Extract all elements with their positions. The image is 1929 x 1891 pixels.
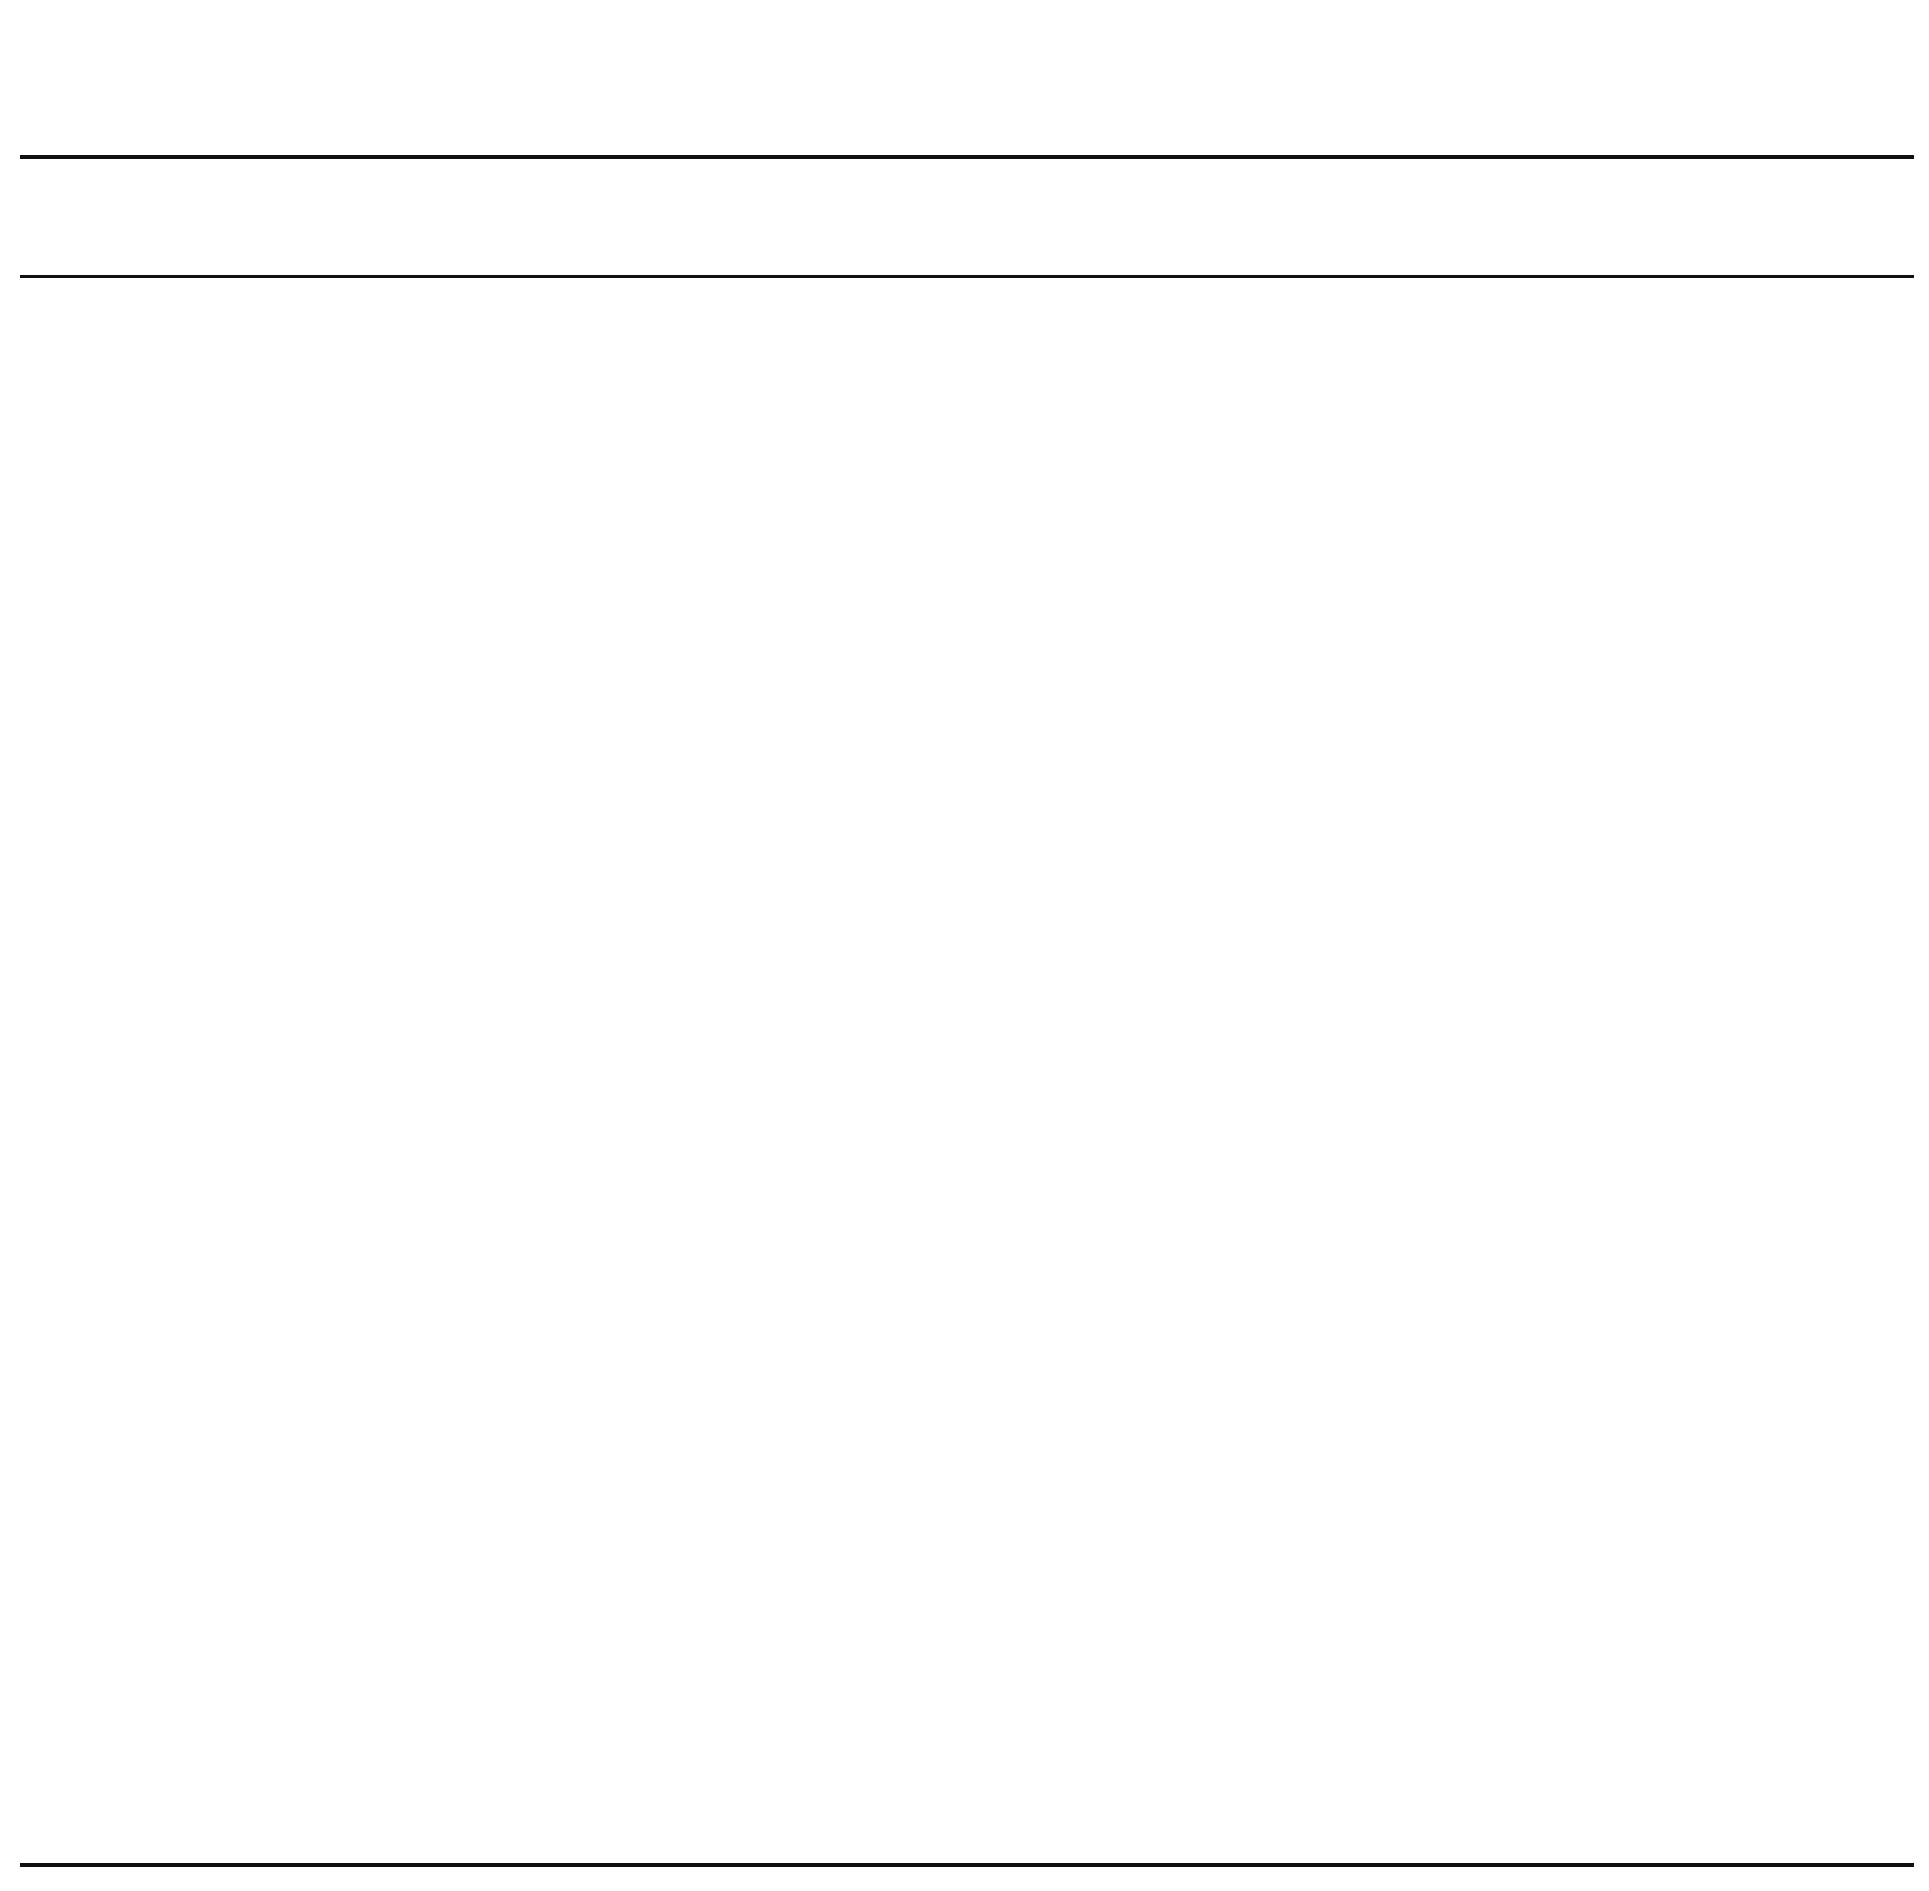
- top-rule: [20, 155, 1914, 159]
- bottom-rule: [20, 1863, 1914, 1867]
- header-rule: [20, 275, 1914, 278]
